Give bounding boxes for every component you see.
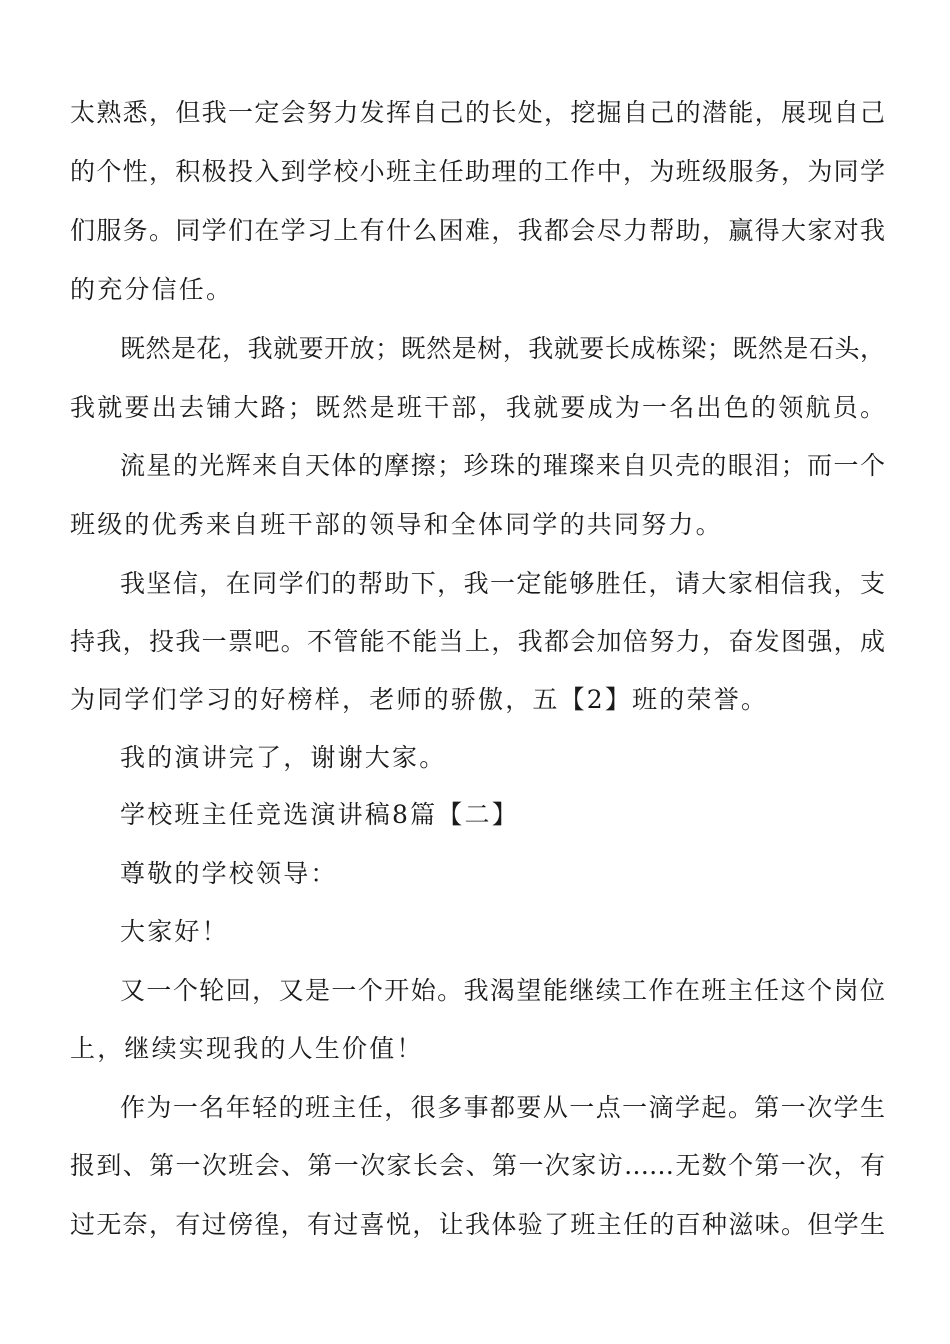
text-line: 流星的光辉来自天体的摩擦；珍珠的璀璨来自贝壳的眼泪；而一个	[120, 451, 885, 480]
text-line: 我就要出去铺大路；既然是班干部，我就要成为一名出色的领航员。	[70, 393, 885, 422]
text-line: 的个性，积极投入到学校小班主任助理的工作中，为班级服务，为同学	[70, 157, 885, 186]
text-line: 过无奈，有过傍徨，有过喜悦，让我体验了班主任的百种滋味。但学生	[70, 1210, 885, 1239]
text-line: 上，继续实现我的人生价值！	[70, 1034, 424, 1063]
text-line: 们服务。同学们在学习上有什么困难，我都会尽力帮助，赢得大家对我	[70, 216, 885, 245]
salutation: 尊敬的学校领导：	[120, 859, 338, 888]
text-line: 太熟悉，但我一定会努力发挥自己的长处，挖掘自己的潜能，展现自己	[70, 98, 885, 127]
text-line: 报到、第一次班会、第一次家长会、第一次家访……无数个第一次，有	[70, 1151, 885, 1180]
text-line: 持我，投我一票吧。不管能不能当上，我都会加倍努力，奋发图强，成	[70, 627, 885, 656]
text-line: 我的演讲完了，谢谢大家。	[120, 743, 447, 772]
text-line: 为同学们学习的好榜样，老师的骄傲，五【2】班的荣誉。	[70, 685, 769, 714]
text-line: 又一个轮回，又是一个开始。我渴望能继续工作在班主任这个岗位	[120, 976, 885, 1005]
text-line: 作为一名年轻的班主任，很多事都要从一点一滴学起。第一次学生	[120, 1093, 885, 1122]
text-line: 的充分信任。	[70, 275, 234, 304]
greeting: 大家好！	[120, 917, 229, 946]
text-line: 我坚信，在同学们的帮助下，我一定能够胜任，请大家相信我，支	[120, 569, 885, 598]
text-line: 班级的优秀来自班干部的领导和全体同学的共同努力。	[70, 510, 723, 539]
section-heading: 学校班主任竞选演讲稿8篇【二】	[120, 800, 519, 829]
text-line: 既然是花，我就要开放；既然是树，我就要长成栋梁；既然是石头，	[120, 334, 885, 363]
